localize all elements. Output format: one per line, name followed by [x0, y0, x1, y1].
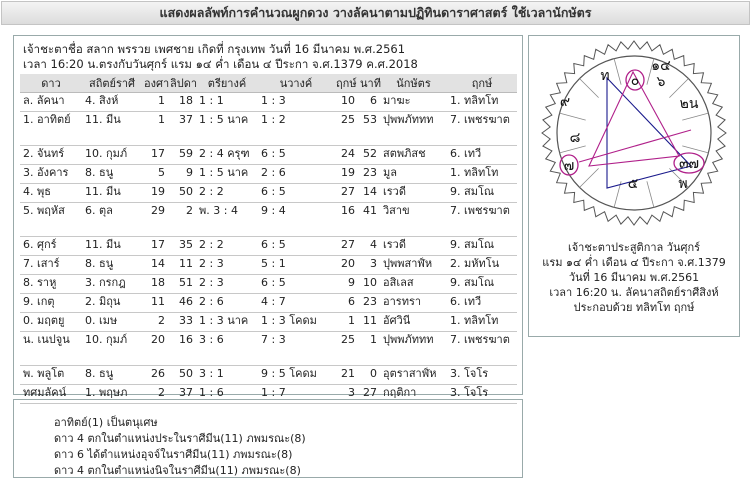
cell-degree: 26	[142, 366, 168, 385]
house-label: ๐	[630, 73, 640, 89]
table-row	[20, 294, 517, 313]
cell-fortune: 7. เพชรฆาต	[447, 203, 517, 237]
table-row	[20, 275, 517, 294]
cell-triyang: 1 : 3 นาค	[196, 313, 258, 332]
table-row	[20, 366, 517, 385]
house-label: พ	[678, 176, 688, 192]
cell-planet: 5. พฤหัส	[20, 203, 82, 237]
table-row	[20, 184, 517, 203]
notes-panel	[13, 399, 523, 478]
note-line: อาทิตย์(1) เป็นตนุเศษ	[54, 416, 158, 429]
note-line: ดาว 4 ตกในตำแหน่งนิจในราศีมีน(11) ภพมรณะ(8)	[54, 464, 301, 477]
cell-lunar-minute: 14	[358, 184, 380, 203]
cell-planet: 9. เกตุ	[20, 294, 82, 313]
cell-triyang: 1 : 5 นาค	[196, 112, 258, 146]
house-label: ๘	[569, 130, 581, 146]
cell-navang: 9 : 4	[258, 203, 334, 237]
cell-triyang: 1 : 5 นาค	[196, 165, 258, 184]
cell-lunar-minute: 53	[358, 112, 380, 146]
cell-lunar-minute: 0	[358, 366, 380, 385]
cell-lunar-mansion: 1	[334, 313, 358, 332]
cell-fortune: 9. สมโณ	[447, 275, 517, 294]
cell-navang: 1 : 3 โคดม	[258, 313, 334, 332]
cell-naksat: อารทรา	[380, 294, 447, 313]
cell-fortune: 3. โจโร	[447, 385, 517, 404]
cell-lunar-minute: 52	[358, 146, 380, 165]
cell-minute: 2	[168, 203, 196, 237]
col-header-sign: สถิตย์ราศี	[82, 74, 142, 93]
cell-naksat: ปุพพสาฬ์ห	[380, 256, 447, 275]
cell-triyang: พ. 3 : 4	[196, 203, 258, 237]
chart-caption-line: เวลา 16:20 น. ลัคนาสถิตย์ราศีสิงห์	[549, 286, 719, 299]
cell-lunar-minute: 1	[358, 332, 380, 366]
cell-degree: 11	[142, 294, 168, 313]
cell-minute: 35	[168, 237, 196, 256]
cell-fortune: 6. เทวี	[447, 146, 517, 165]
col-header-minute: ลิปดา	[168, 74, 196, 93]
cell-naksat: อุตราสาฬ์ห	[380, 366, 447, 385]
cell-navang: 9 : 5 โคดม	[258, 366, 334, 385]
cell-triyang: 2 : 3	[196, 256, 258, 275]
cell-sign: 8. ธนู	[82, 165, 142, 184]
col-header-triyang: ตรียางค์	[196, 74, 258, 93]
cell-sign: 1. พฤษภ	[82, 385, 142, 404]
cell-minute: 50	[168, 366, 196, 385]
cell-minute: 46	[168, 294, 196, 313]
cell-minute: 11	[168, 256, 196, 275]
cell-lunar-minute: 23	[358, 165, 380, 184]
col-header-fortune: ฤกษ์	[447, 74, 517, 93]
cell-naksat: สตพภิสช	[380, 146, 447, 165]
table-row	[20, 237, 517, 256]
cell-degree: 1	[142, 93, 168, 112]
table-row	[20, 256, 517, 275]
cell-triyang: 2 : 4 ครุฑ	[196, 146, 258, 165]
cell-naksat: ปุพพภัททท	[380, 112, 447, 146]
house-label: ๑๔	[651, 58, 671, 74]
cell-naksat: วิสาข	[380, 203, 447, 237]
cell-planet: 0. มฤตยู	[20, 313, 82, 332]
cell-lunar-minute: 23	[358, 294, 380, 313]
cell-lunar-minute: 4	[358, 237, 380, 256]
birth-info-line-2: เวลา 16:20 น.ตรงกับวันศุกร์ แรม ๑๔ ค่ำ เดือน ๔ ปีระกา จ.ศ.1379 ค.ศ.2018	[23, 57, 418, 71]
cell-triyang: 3 : 1	[196, 366, 258, 385]
cell-lunar-minute: 10	[358, 275, 380, 294]
house-label: ๖	[656, 74, 666, 90]
cell-triyang: 1 : 1	[196, 93, 258, 112]
cell-planet: 6. ศุกร์	[20, 237, 82, 256]
cell-degree: 29	[142, 203, 168, 237]
cell-planet: 7. เสาร์	[20, 256, 82, 275]
cell-minute: 18	[168, 93, 196, 112]
cell-lunar-mansion: 21	[334, 366, 358, 385]
cell-lunar-mansion: 6	[334, 294, 358, 313]
table-row	[20, 332, 517, 366]
cell-planet: 3. อังคาร	[20, 165, 82, 184]
cell-lunar-mansion: 25	[334, 112, 358, 146]
col-header-naksat: นักษัตร	[380, 74, 447, 93]
cell-lunar-mansion: 3	[334, 385, 358, 404]
cell-triyang: 1 : 6	[196, 385, 258, 404]
cell-lunar-minute: 3	[358, 256, 380, 275]
cell-fortune: 9. สมโณ	[447, 237, 517, 256]
house-label: ๙	[559, 94, 571, 110]
horoscope-result-panel	[13, 35, 523, 399]
cell-lunar-minute: 11	[358, 313, 380, 332]
cell-fortune: 2. มหัทโน	[447, 256, 517, 275]
cell-lunar-mansion: 20	[334, 256, 358, 275]
col-header-lunar-minute: นาที	[358, 74, 380, 93]
cell-naksat: อัศวินี	[380, 313, 447, 332]
cell-fortune: 7. เพชรฆาต	[447, 112, 517, 146]
horoscope-wheel	[529, 38, 739, 228]
cell-naksat: มูล	[380, 165, 447, 184]
birth-info-line-1: เจ้าชะตาชื่อ สลาก พรรวย เพศชาย เกิดที่ กรุงเทพ วันที่ 16 มีนาคม พ.ศ.2561	[23, 42, 406, 56]
cell-degree: 5	[142, 165, 168, 184]
cell-planet: 1. อาทิตย์	[20, 112, 82, 146]
cell-sign: 3. กรกฎ	[82, 275, 142, 294]
cell-sign: 2. มิถุน	[82, 294, 142, 313]
house-label: ๓๗	[678, 156, 700, 172]
cell-sign: 11. มีน	[82, 237, 142, 256]
horoscope-chart-panel	[528, 35, 740, 337]
cell-naksat: กฤติกา	[380, 385, 447, 404]
cell-lunar-mansion: 27	[334, 184, 358, 203]
cell-lunar-mansion: 19	[334, 165, 358, 184]
cell-minute: 37	[168, 385, 196, 404]
cell-navang: 1 : 3	[258, 93, 334, 112]
cell-naksat: เรวดี	[380, 184, 447, 203]
note-line: ดาว 4 ตกในตำแหน่งประในราศีมีน(11) ภพมรณะ(8)	[54, 432, 306, 445]
table-header-row	[20, 74, 517, 93]
chart-caption-line: เจ้าชะตาประสูติกาล วันศุกร์	[567, 241, 701, 254]
table-row	[20, 112, 517, 146]
col-header-navang: นวางค์	[258, 74, 334, 93]
cell-fortune: 3. โจโร	[447, 366, 517, 385]
cell-naksat: เรวดี	[380, 237, 447, 256]
table-row	[20, 93, 517, 112]
cell-degree: 1	[142, 112, 168, 146]
cell-triyang: 2 : 2	[196, 184, 258, 203]
cell-navang: 2 : 6	[258, 165, 334, 184]
cell-sign: 8. ธนู	[82, 366, 142, 385]
note-line: ดาว 6 ได้ตำแหน่งอุจจ์ในราศีมีน(11) ภพมรณะ(8)	[54, 448, 293, 461]
cell-navang: 1 : 2	[258, 112, 334, 146]
cell-minute: 9	[168, 165, 196, 184]
cell-lunar-mansion: 10	[334, 93, 358, 112]
cell-naksat: ปุพพภัททท	[380, 332, 447, 366]
cell-fortune: 7. เพชรฆาต	[447, 332, 517, 366]
table-row	[20, 313, 517, 332]
cell-navang: 7 : 3	[258, 332, 334, 366]
house-label: ๕	[627, 176, 639, 192]
cell-navang: 6 : 5	[258, 146, 334, 165]
planet-position-table	[20, 74, 517, 404]
cell-lunar-minute: 41	[358, 203, 380, 237]
chart-caption-line: วันที่ 16 มีนาคม พ.ศ.2561	[568, 271, 700, 284]
cell-planet: พ. พลูโต	[20, 366, 82, 385]
cell-lunar-minute: 6	[358, 93, 380, 112]
cell-navang: 6 : 5	[258, 184, 334, 203]
cell-sign: 4. สิงห์	[82, 93, 142, 112]
cell-naksat: อสิเลส	[380, 275, 447, 294]
cell-naksat: มาฆะ	[380, 93, 447, 112]
cell-lunar-minute: 27	[358, 385, 380, 404]
chart-caption-line: ประกอบด้วย ทลิทโท ฤกษ์	[573, 301, 695, 314]
cell-planet: น. เนปจูน	[20, 332, 82, 366]
cell-degree: 19	[142, 184, 168, 203]
cell-sign: 6. ตุล	[82, 203, 142, 237]
cell-minute: 50	[168, 184, 196, 203]
cell-minute: 51	[168, 275, 196, 294]
cell-degree: 2	[142, 385, 168, 404]
cell-minute: 16	[168, 332, 196, 366]
cell-minute: 37	[168, 112, 196, 146]
cell-fortune: 1. ทลิทโท	[447, 165, 517, 184]
cell-triyang: 2 : 2	[196, 237, 258, 256]
cell-triyang: 2 : 3	[196, 275, 258, 294]
cell-fortune: 1. ทลิทโท	[447, 93, 517, 112]
cell-degree: 20	[142, 332, 168, 366]
cell-planet: 2. จันทร์	[20, 146, 82, 165]
cell-lunar-mansion: 24	[334, 146, 358, 165]
page-title: แสดงผลลัพท์การคำนวณผูกดวง วางลัคนาตามปฏิทินดาราศาสตร์ ใช้เวลานักษัตร	[1, 1, 750, 25]
cell-lunar-mansion: 16	[334, 203, 358, 237]
house-label: ท	[600, 68, 610, 84]
cell-minute: 59	[168, 146, 196, 165]
cell-planet: ล. ลัคนา	[20, 93, 82, 112]
cell-fortune: 1. ทลิทโท	[447, 313, 517, 332]
cell-sign: 11. มีน	[82, 112, 142, 146]
cell-lunar-mansion: 25	[334, 332, 358, 366]
cell-fortune: 6. เทวี	[447, 294, 517, 313]
cell-degree: 14	[142, 256, 168, 275]
cell-navang: 6 : 5	[258, 275, 334, 294]
cell-sign: 10. กุมภ์	[82, 146, 142, 165]
cell-navang: 1 : 7	[258, 385, 334, 404]
house-label: ๒น	[679, 96, 699, 112]
cell-triyang: 2 : 6	[196, 294, 258, 313]
col-header-lunar-mansion: ฤกษ์	[334, 74, 358, 93]
cell-planet: ทศมลัคน์	[20, 385, 82, 404]
cell-planet: 4. พุธ	[20, 184, 82, 203]
cell-sign: 8. ธนู	[82, 256, 142, 275]
table-row	[20, 203, 517, 237]
cell-degree: 2	[142, 313, 168, 332]
cell-minute: 33	[168, 313, 196, 332]
table-row	[20, 146, 517, 165]
chart-caption-line: แรม ๑๔ ค่ำ เดือน ๔ ปีระกา จ.ศ.1379	[542, 256, 726, 269]
col-header-degree: องศา	[142, 74, 168, 93]
cell-sign: 10. กุมภ์	[82, 332, 142, 366]
cell-lunar-mansion: 27	[334, 237, 358, 256]
cell-lunar-mansion: 9	[334, 275, 358, 294]
col-header-planet: ดาว	[20, 74, 82, 93]
cell-degree: 17	[142, 146, 168, 165]
cell-navang: 4 : 7	[258, 294, 334, 313]
cell-planet: 8. ราหู	[20, 275, 82, 294]
cell-degree: 17	[142, 237, 168, 256]
cell-sign: 0. เมษ	[82, 313, 142, 332]
cell-triyang: 3 : 6	[196, 332, 258, 366]
cell-fortune: 9. สมโณ	[447, 184, 517, 203]
cell-sign: 11. มีน	[82, 184, 142, 203]
cell-navang: 5 : 1	[258, 256, 334, 275]
cell-degree: 18	[142, 275, 168, 294]
house-label: ๗	[563, 158, 575, 174]
table-row	[20, 165, 517, 184]
cell-navang: 6 : 5	[258, 237, 334, 256]
